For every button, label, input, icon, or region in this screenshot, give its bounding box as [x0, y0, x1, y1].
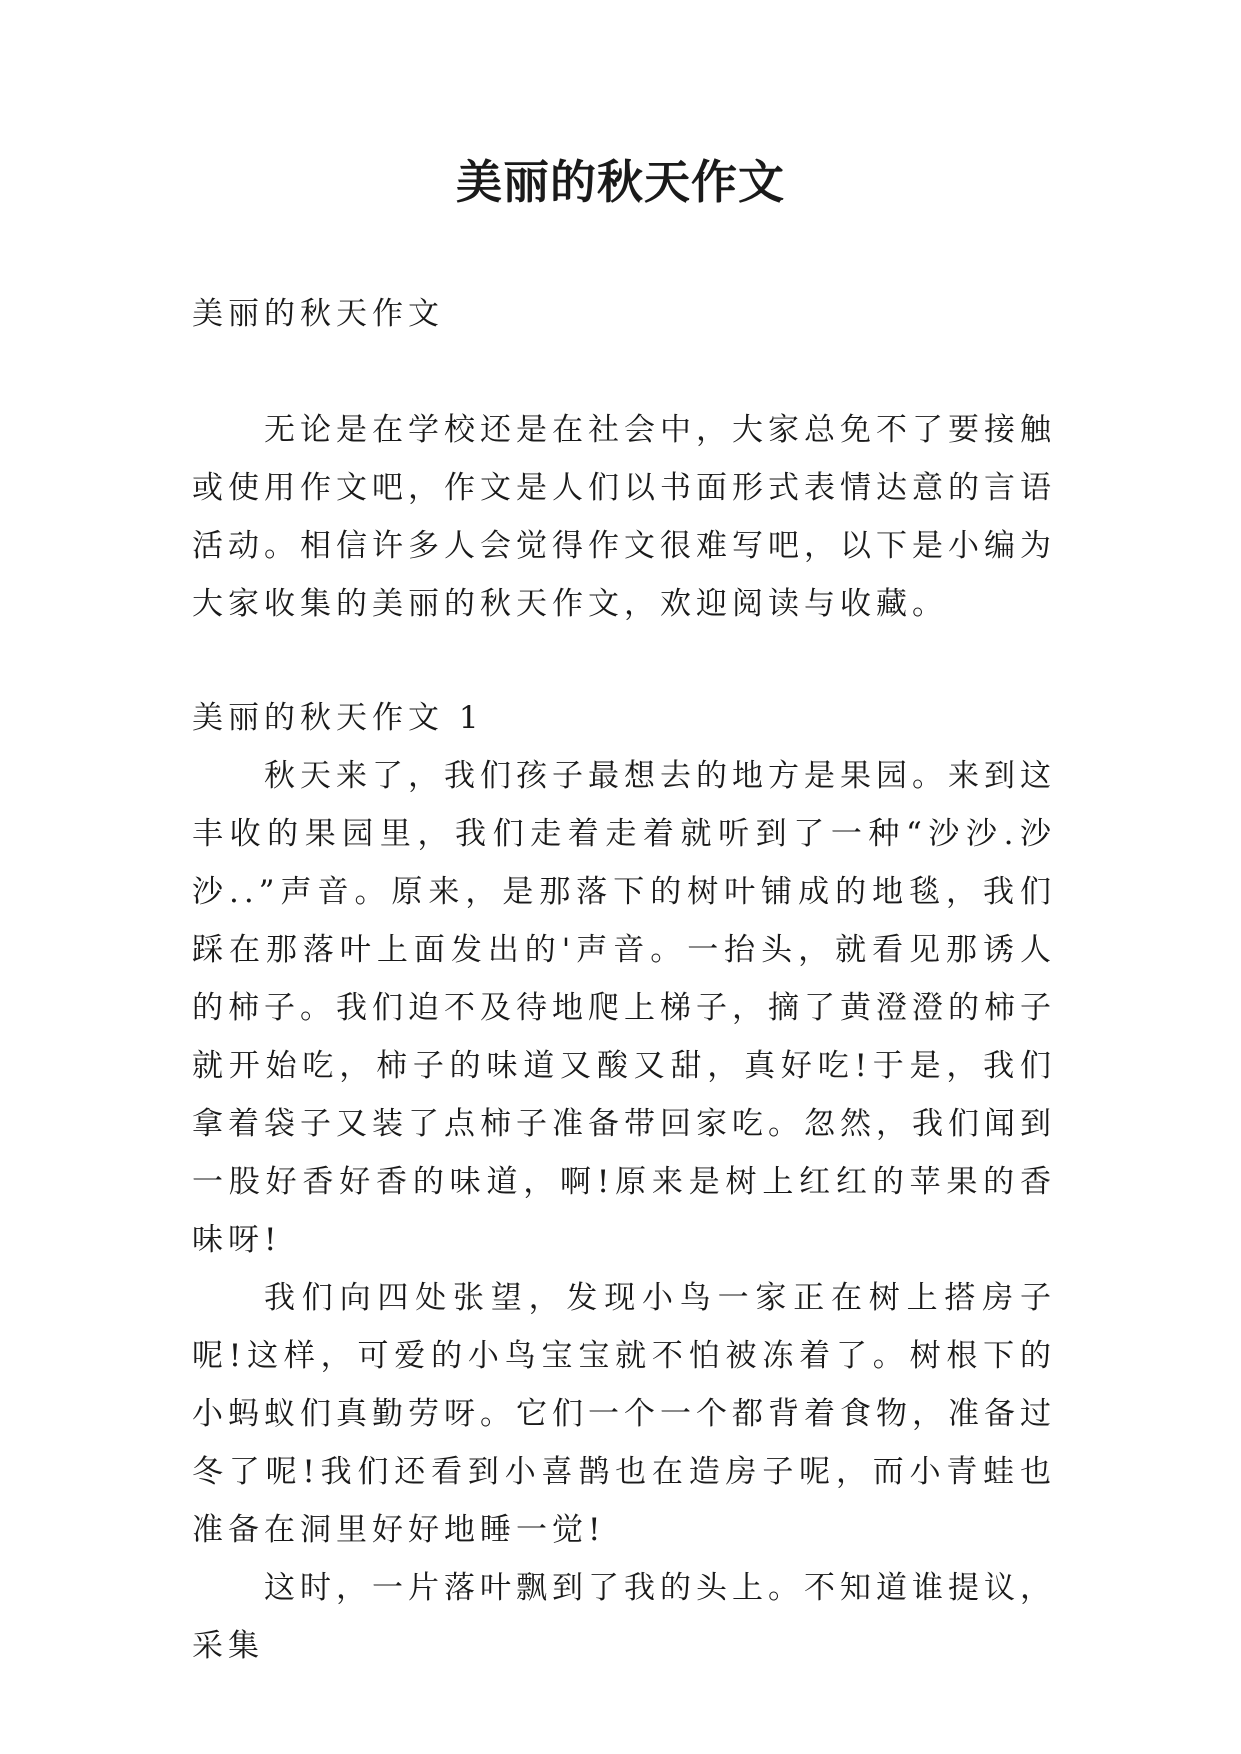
section-heading: 美丽的秋天作文 1 [192, 700, 484, 736]
body-paragraph-1: 秋天来了，我们孩子最想去的地方是果园。来到这丰收的果园里，我们走着走着就听到了一种“沙沙.沙沙..”声音。原来，是那落下的树叶铺成的地毯，我们踩在那落叶上面发出的'声音。一抬头，就看见那诱人的柿子。我们迫不及待地爬上梯子，摘了黄澄澄的柿子就开始吃，柿子的味道又酸又甜，真好吃!于是，我们拿着袋子又装了点柿子准备带回家吃。忽然，我们闻到一股好香好香的味道，啊!原来是树上红红的苹果的香味呀! [192, 758, 1056, 1258]
document-title: 美丽的秋天作文 [456, 155, 785, 209]
document-subtitle: 美丽的秋天作文 [192, 296, 444, 332]
body-paragraph-2: 我们向四处张望，发现小鸟一家正在树上搭房子呢!这样，可爱的小鸟宝宝就不怕被冻着了。树根下的小蚂蚁们真勤劳呀。它们一个一个都背着食物，准备过冬了呢!我们还看到小喜鹊也在造房子呢，而小青蛙也准备在洞里好好地睡一觉! [192, 1280, 1056, 1548]
spacer [192, 633, 1056, 689]
body-paragraph-3: 这时，一片落叶飘到了我的头上。不知道谁提议，采集 [192, 1570, 1056, 1664]
document-body [192, 285, 1056, 1675]
spacer [192, 343, 1056, 401]
intro-paragraph: 无论是在学校还是在社会中，大家总免不了要接触或使用作文吧，作文是人们以书面形式表情达意的言语活动。相信许多人会觉得作文很难写吧，以下是小编为大家收集的美丽的秋天作文，欢迎阅读与收藏。 [192, 412, 1056, 622]
